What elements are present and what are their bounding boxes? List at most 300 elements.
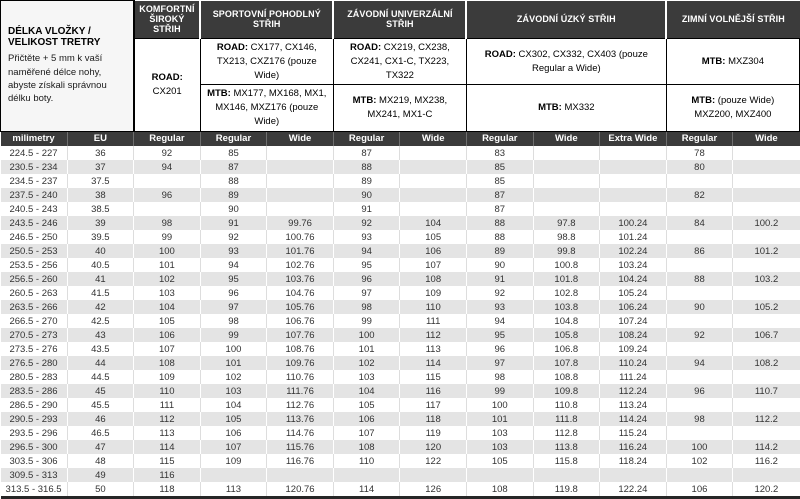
size-value-cell: 113.8 [533,440,600,454]
model-list-zavodni-univerzalni-mtb [333,85,466,131]
size-value-cell [600,202,667,216]
model-prefix: MTB: [691,95,716,107]
size-value-cell: 94 [200,258,267,272]
size-value-cell: 104 [333,384,400,398]
size-value-cell: 93 [466,300,533,314]
size-value-cell: 106.24 [600,300,667,314]
size-value-cell [533,188,600,202]
size-value-cell [466,468,533,482]
fit-group-title-sportovni: SPORTOVNÍ POHODLNÝ STŘIH [200,1,333,39]
column-header-komfortni-regular: Regular [134,131,201,146]
size-value-cell: 88 [466,230,533,244]
eu-size-cell: 50 [67,482,134,498]
size-value-cell: 100.8 [533,258,600,272]
size-value-cell: 114 [333,482,400,498]
size-value-cell: 110.24 [600,356,667,370]
column-header-sportovni-wide: Wide [267,131,334,146]
size-value-cell [666,174,733,188]
table-row [1,370,800,384]
size-value-cell: 85 [466,174,533,188]
size-value-cell: 113 [400,342,467,356]
table-row [1,440,800,454]
mm-range-cell: 263.5 - 266 [1,300,68,314]
fit-group-title-komfortni: KOMFORTNÍ ŠIROKÝ STŘIH [134,1,201,39]
size-value-cell [733,314,800,328]
size-value-cell: 106 [666,482,733,498]
model-prefix: MTB: [538,102,562,114]
size-value-cell [733,286,800,300]
size-value-cell: 89 [466,244,533,258]
size-value-cell: 115 [134,454,201,468]
size-value-cell: 95 [200,272,267,286]
size-value-cell: 105.76 [267,300,334,314]
size-value-cell: 108 [333,440,400,454]
size-value-cell [533,146,600,160]
size-value-cell: 101 [466,412,533,426]
size-value-cell: 118 [400,412,467,426]
mm-range-cell: 256.5 - 260 [1,272,68,286]
size-value-cell: 90 [666,300,733,314]
size-value-cell [666,398,733,412]
size-value-cell: 100 [200,342,267,356]
size-value-cell: 107 [134,342,201,356]
size-value-cell [267,160,334,174]
size-value-cell: 107 [400,258,467,272]
size-value-cell: 92 [666,328,733,342]
size-value-cell: 109 [400,286,467,300]
size-value-cell [200,468,267,482]
size-value-cell: 106.76 [267,314,334,328]
table-row [1,230,800,244]
size-value-cell: 116.2 [733,454,800,468]
mm-range-cell: 253.5 - 256 [1,258,68,272]
model-prefix: MTB: [352,95,377,107]
eu-size-cell: 39 [67,216,134,230]
size-value-cell: 116 [134,468,201,482]
size-value-cell: 119.8 [533,482,600,498]
size-value-cell [400,188,467,202]
size-value-cell: 101 [333,342,400,356]
size-value-cell: 87 [466,202,533,216]
eu-size-cell: 43 [67,328,134,342]
size-value-cell: 101.8 [533,272,600,286]
size-value-cell: 114.24 [600,412,667,426]
eu-size-cell: 41.5 [67,286,134,300]
size-value-cell: 99 [466,384,533,398]
size-value-cell: 87 [466,188,533,202]
size-value-cell: 122 [400,454,467,468]
size-value-cell [733,342,800,356]
eu-size-cell: 38 [67,188,134,202]
model-list-zimni-mtb-1 [666,39,799,85]
table-row [1,468,800,482]
size-table-body [1,146,800,498]
model-codes: CX201 [152,85,182,97]
table-row [1,356,800,370]
size-value-cell: 96 [200,286,267,300]
size-value-cell: 87 [333,146,400,160]
chart-intro [1,1,134,132]
size-value-cell: 91 [333,202,400,216]
size-value-cell: 82 [666,188,733,202]
size-value-cell: 110.8 [533,398,600,412]
mm-range-cell: 266.5 - 270 [1,314,68,328]
size-value-cell: 108 [466,482,533,498]
size-value-cell [666,342,733,356]
fit-group-title-zavodni-uzky: ZÁVODNÍ ÚZKÝ STŘIH [466,1,666,39]
size-value-cell [134,202,201,216]
table-row [1,314,800,328]
size-value-cell: 112.76 [267,398,334,412]
size-value-cell: 102 [200,370,267,384]
size-value-cell: 101.24 [600,230,667,244]
size-value-cell: 107 [333,426,400,440]
model-codes: MXZ304 [728,55,764,67]
mm-range-cell: 309.5 - 313 [1,468,68,482]
size-value-cell [533,160,600,174]
eu-size-cell: 49 [67,468,134,482]
size-value-cell [533,202,600,216]
chart-header [1,1,800,147]
table-row [1,174,800,188]
size-value-cell: 97.8 [533,216,600,230]
size-value-cell [733,188,800,202]
size-value-cell [400,160,467,174]
size-value-cell: 119 [400,426,467,440]
fit-group-row [1,1,800,39]
size-value-cell: 112.8 [533,426,600,440]
size-value-cell: 85 [200,146,267,160]
mm-range-cell: 276.5 - 280 [1,356,68,370]
model-list-sportovni-mtb [200,85,333,131]
size-value-cell: 106.8 [533,342,600,356]
model-list-sportovni-road [200,39,333,85]
size-value-cell [733,160,800,174]
size-value-cell: 118 [134,482,201,498]
size-value-cell: 111.76 [267,384,334,398]
table-row [1,272,800,286]
size-value-cell [134,174,201,188]
table-row [1,426,800,440]
size-value-cell: 95 [333,258,400,272]
column-header-zimni-wide: Wide [733,131,800,146]
size-value-cell: 104.76 [267,286,334,300]
size-value-cell: 96 [666,384,733,398]
size-value-cell: 111.8 [533,412,600,426]
size-value-cell [400,202,467,216]
size-value-cell: 94 [666,356,733,370]
size-value-cell: 108.8 [533,370,600,384]
size-value-cell: 102 [666,454,733,468]
size-value-cell: 100.76 [267,230,334,244]
mm-range-cell: 290.5 - 293 [1,412,68,426]
eu-size-cell: 44.5 [67,370,134,384]
eu-size-cell: 42 [67,300,134,314]
size-value-cell: 112 [400,328,467,342]
size-value-cell: 92 [466,286,533,300]
size-value-cell: 92 [333,216,400,230]
size-value-cell: 120 [400,440,467,454]
mm-range-cell: 234.5 - 237 [1,174,68,188]
size-value-cell: 109 [200,454,267,468]
size-value-cell [533,174,600,188]
mm-range-cell: 270.5 - 273 [1,328,68,342]
size-value-cell: 96 [333,272,400,286]
size-value-cell [267,468,334,482]
size-value-cell: 98 [333,300,400,314]
size-value-cell [267,146,334,160]
table-row [1,384,800,398]
size-value-cell: 93 [200,244,267,258]
column-header-zimni-regular: Regular [666,131,733,146]
model-list-zavodni-uzky-road [466,39,666,85]
fit-group-title-zimni: ZIMNÍ VOLNĚJŠÍ STŘIH [666,1,799,39]
model-list-zavodni-univerzalni-road [333,39,466,85]
size-value-cell: 100 [134,244,201,258]
size-value-cell: 105 [333,398,400,412]
mm-range-cell: 273.5 - 276 [1,342,68,356]
size-value-cell: 105 [200,412,267,426]
size-value-cell [600,468,667,482]
size-value-cell: 102.24 [600,244,667,258]
size-value-cell: 102 [134,272,201,286]
size-value-cell [733,370,800,384]
size-value-cell: 100 [333,328,400,342]
size-value-cell: 101.2 [733,244,800,258]
size-value-cell: 101 [134,258,201,272]
table-row [1,300,800,314]
model-prefix: MTB: [207,88,231,100]
size-value-cell [733,468,800,482]
size-value-cell [400,146,467,160]
model-prefix: MTB: [701,55,726,67]
size-value-cell: 106 [134,328,201,342]
size-value-cell: 114.76 [267,426,334,440]
size-value-cell: 90 [466,258,533,272]
size-value-cell: 99.8 [533,244,600,258]
size-value-cell: 103.24 [600,258,667,272]
size-value-cell: 89 [200,188,267,202]
size-value-cell: 114 [134,440,201,454]
size-value-cell: 105 [134,314,201,328]
size-value-cell: 107.76 [267,328,334,342]
size-value-cell: 106.7 [733,328,800,342]
size-value-cell [733,398,800,412]
size-value-cell: 106 [333,412,400,426]
model-prefix: ROAD: [151,72,183,84]
size-value-cell: 116.76 [267,454,334,468]
eu-size-cell: 36 [67,146,134,160]
size-value-cell: 89 [333,174,400,188]
size-value-cell: 115 [400,370,467,384]
size-value-cell: 87 [200,160,267,174]
size-value-cell: 100.24 [600,216,667,230]
size-value-cell: 92 [134,146,201,160]
model-list-zimni-mtb-2 [666,85,799,131]
table-row [1,146,800,160]
size-value-cell: 103.8 [533,300,600,314]
size-value-cell: 98.8 [533,230,600,244]
size-value-cell: 107 [200,440,267,454]
size-value-cell: 109.76 [267,356,334,370]
size-value-cell: 85 [466,160,533,174]
size-value-cell: 120.2 [733,482,800,498]
size-value-cell [666,286,733,300]
size-value-cell: 94 [134,160,201,174]
size-value-cell: 110.76 [267,370,334,384]
size-value-cell: 98 [666,412,733,426]
size-value-cell: 101 [200,356,267,370]
size-value-cell: 95 [466,328,533,342]
size-value-cell: 97 [200,300,267,314]
size-value-cell: 97 [333,286,400,300]
size-value-cell: 126 [400,482,467,498]
size-value-cell: 108.76 [267,342,334,356]
table-row [1,202,800,216]
size-value-cell: 104 [400,216,467,230]
size-value-cell: 113 [134,426,201,440]
mm-range-cell: 313.5 - 316.5 [1,482,68,498]
size-value-cell: 106 [200,426,267,440]
size-value-cell [733,426,800,440]
size-value-cell: 111 [134,398,201,412]
model-prefix: ROAD: [216,42,248,53]
eu-size-cell: 38.5 [67,202,134,216]
eu-size-cell: 44 [67,356,134,370]
table-row [1,398,800,412]
table-row [1,258,800,272]
size-value-cell: 110.7 [733,384,800,398]
eu-size-cell: 40 [67,244,134,258]
size-value-cell: 111 [400,314,467,328]
size-value-cell: 109.8 [533,384,600,398]
size-value-cell: 103 [200,384,267,398]
size-value-cell: 115.8 [533,454,600,468]
size-value-cell: 104.8 [533,314,600,328]
eu-size-cell: 43.5 [67,342,134,356]
mm-range-cell: 250.5 - 253 [1,244,68,258]
eu-size-cell: 45 [67,384,134,398]
size-value-cell: 78 [666,146,733,160]
size-value-cell [733,146,800,160]
size-value-cell: 101.76 [267,244,334,258]
size-value-cell: 113 [200,482,267,498]
mm-range-cell: 243.5 - 246 [1,216,68,230]
size-value-cell: 103 [134,286,201,300]
size-value-cell: 84 [666,216,733,230]
model-codes: CX219, CX238, CX241, CX1-C, TX223, TX322 [350,42,450,81]
eu-size-cell: 47 [67,440,134,454]
chart-title: DÉLKA VLOŽKY / VELIKOST TRETRY [8,26,101,49]
size-value-cell [666,314,733,328]
size-value-cell: 109 [134,370,201,384]
eu-size-cell: 37.5 [67,174,134,188]
size-value-cell: 108 [134,356,201,370]
model-list-komfortni [134,39,201,132]
eu-size-cell: 39.5 [67,230,134,244]
size-value-cell: 96 [466,342,533,356]
size-value-cell: 104 [200,398,267,412]
model-prefix: ROAD: [484,48,516,60]
size-value-cell [333,468,400,482]
table-row [1,482,800,498]
size-value-cell: 112.2 [733,412,800,426]
size-value-cell [533,468,600,482]
size-value-cell: 88 [466,216,533,230]
mm-range-cell: 240.5 - 243 [1,202,68,216]
eu-size-cell: 40.5 [67,258,134,272]
size-value-cell: 108.24 [600,328,667,342]
size-value-cell: 102 [333,356,400,370]
size-value-cell: 100 [466,398,533,412]
size-value-cell: 107.24 [600,314,667,328]
size-value-cell: 102.76 [267,258,334,272]
size-value-cell: 114.2 [733,440,800,454]
size-value-cell [600,174,667,188]
size-value-cell: 105.24 [600,286,667,300]
column-header-zav-uzky-regular: Regular [466,131,533,146]
size-value-cell [267,174,334,188]
column-header-zav-univ-wide: Wide [400,131,467,146]
size-value-cell: 108 [400,272,467,286]
column-header-row [1,131,800,146]
size-value-cell [733,202,800,216]
size-value-cell: 103.76 [267,272,334,286]
size-value-cell [666,426,733,440]
size-value-cell [600,146,667,160]
size-value-cell: 110 [134,384,201,398]
mm-range-cell: 246.5 - 250 [1,230,68,244]
size-value-cell: 102.8 [533,286,600,300]
size-value-cell [733,174,800,188]
size-value-cell [733,258,800,272]
size-value-cell: 117 [400,398,467,412]
eu-size-cell: 37 [67,160,134,174]
mm-range-cell: 237.5 - 240 [1,188,68,202]
mm-range-cell: 280.5 - 283 [1,370,68,384]
size-value-cell: 99 [333,314,400,328]
model-codes: CX302, CX332, CX403 (pouze Regular a Wide) [518,48,648,74]
column-header-zav-uzky-wide: Wide [533,131,600,146]
size-value-cell: 107.8 [533,356,600,370]
model-codes: (pouze Wide) MXZ200, MXZ400 [694,95,775,120]
size-value-cell: 99 [200,328,267,342]
eu-size-cell: 46 [67,412,134,426]
size-value-cell: 112.24 [600,384,667,398]
size-value-cell: 115.24 [600,426,667,440]
size-value-cell: 80 [666,160,733,174]
eu-size-cell: 46.5 [67,426,134,440]
table-row [1,160,800,174]
eu-size-cell: 48 [67,454,134,468]
size-value-cell: 113.76 [267,412,334,426]
eu-size-cell: 45.5 [67,398,134,412]
column-header-milimetry: milimetry [1,131,68,146]
size-value-cell: 97 [466,356,533,370]
model-codes: CX177, CX146, TX213, CXZ176 (pouze Wide) [216,42,317,81]
mm-range-cell: 230.5 - 234 [1,160,68,174]
size-value-cell: 105 [400,230,467,244]
size-value-cell: 98 [466,370,533,384]
size-value-cell: 105.2 [733,300,800,314]
size-value-cell: 98 [200,314,267,328]
size-value-cell: 88 [333,160,400,174]
size-value-cell: 99 [134,230,201,244]
size-value-cell: 93 [333,230,400,244]
table-row [1,328,800,342]
model-list-zavodni-uzky-mtb [466,85,666,131]
fit-group-title-zavodni-univerzalni: ZÁVODNÍ UNIVERZÁLNÍ STŘIH [333,1,466,39]
